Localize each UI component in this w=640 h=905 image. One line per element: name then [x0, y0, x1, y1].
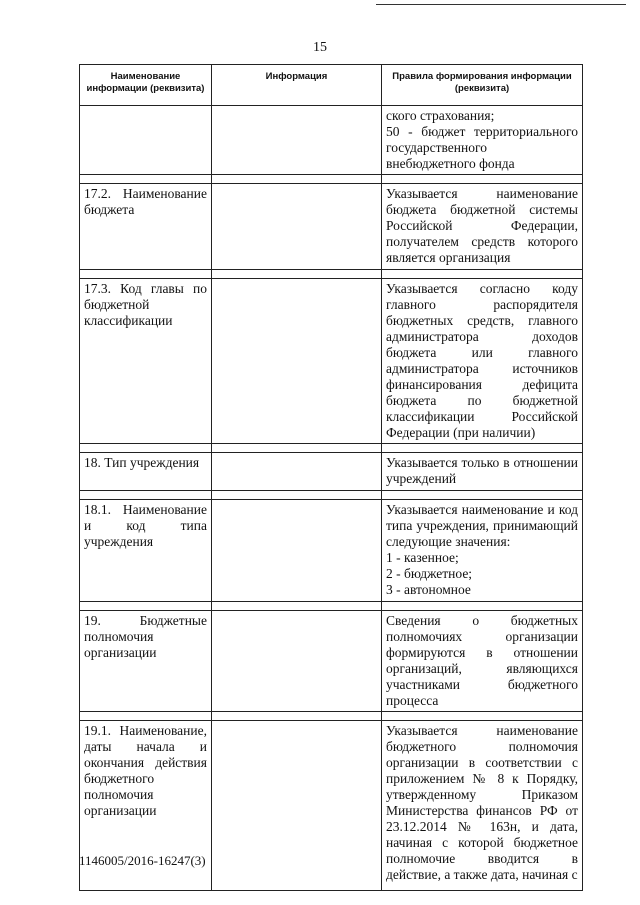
row-rule: Указывается согласно коду главного распорядителя бюджетных средств, главного администратора доходов бюджета или главного администратора источников финансирования дефицита бюджета по бюджетной классификации Российской Федерации (при наличии): [382, 279, 583, 444]
page-number: 15: [313, 40, 327, 55]
row-rule: ского страхования; 50 - бюджет территориального государственного внебюджетного фонда: [382, 106, 583, 175]
row-gap: [80, 602, 583, 611]
table-row: [80, 611, 583, 712]
requisites-table: [79, 64, 583, 891]
table-row: [80, 106, 583, 175]
row-info: [212, 500, 382, 602]
row-name: 18. Тип учреждения: [80, 453, 212, 491]
row-info: [212, 721, 382, 891]
row-name: 17.3. Код главы по бюджетной классификации: [80, 279, 212, 444]
row-rule: Сведения о бюджетных полномочиях организации формируются в отношении организаций, являющихся участниками бюджетного процесса: [382, 611, 583, 712]
row-name: 17.2. Наименование бюджета: [80, 184, 212, 270]
header-rules: Правила формирования информации (реквизита): [382, 65, 583, 106]
row-gap: [80, 491, 583, 500]
row-info: [212, 611, 382, 712]
document-code: 1146005/2016-16247(3): [79, 853, 206, 868]
table-header-row: [80, 65, 583, 106]
table-row: [80, 453, 583, 491]
row-info: [212, 279, 382, 444]
table-row: [80, 279, 583, 444]
row-info: [212, 106, 382, 175]
top-rule: [376, 4, 626, 5]
header-name: Наименование информации (реквизита): [80, 65, 212, 106]
row-rule: Указывается наименование бюджетного полномочия организации в соответствии с приложением № 8 к Порядку, утвержденному Приказом Министерства финансов РФ от 23.12.2014 № 163н, и дата, начиная с которой бюджетное полномочие вводится в действие, а также дата, начиная с: [382, 721, 583, 891]
row-info: [212, 184, 382, 270]
row-gap: [80, 712, 583, 721]
row-name: 19. Бюджетные полномочия организации: [80, 611, 212, 712]
row-gap: [80, 270, 583, 279]
row-rule: Указывается наименование бюджета бюджетной системы Российской Федерации, получателем средств которого является организация: [382, 184, 583, 270]
row-rule: Указывается только в отношении учреждений: [382, 453, 583, 491]
row-gap: [80, 175, 583, 184]
row-info: [212, 453, 382, 491]
row-name: 19.1. Наименование, даты начала и окончания действия бюджетного полномочия организации: [80, 721, 212, 891]
row-name: 18.1. Наименование и код типа учреждения: [80, 500, 212, 602]
header-info: Информация: [212, 65, 382, 106]
row-name: [80, 106, 212, 175]
row-rule: Указывается наименование и код типа учреждения, принимающий следующие значения: 1 - казенное; 2 - бюджетное; 3 - автономное: [382, 500, 583, 602]
table-row: [80, 184, 583, 270]
row-gap: [80, 444, 583, 453]
table-row: [80, 500, 583, 602]
